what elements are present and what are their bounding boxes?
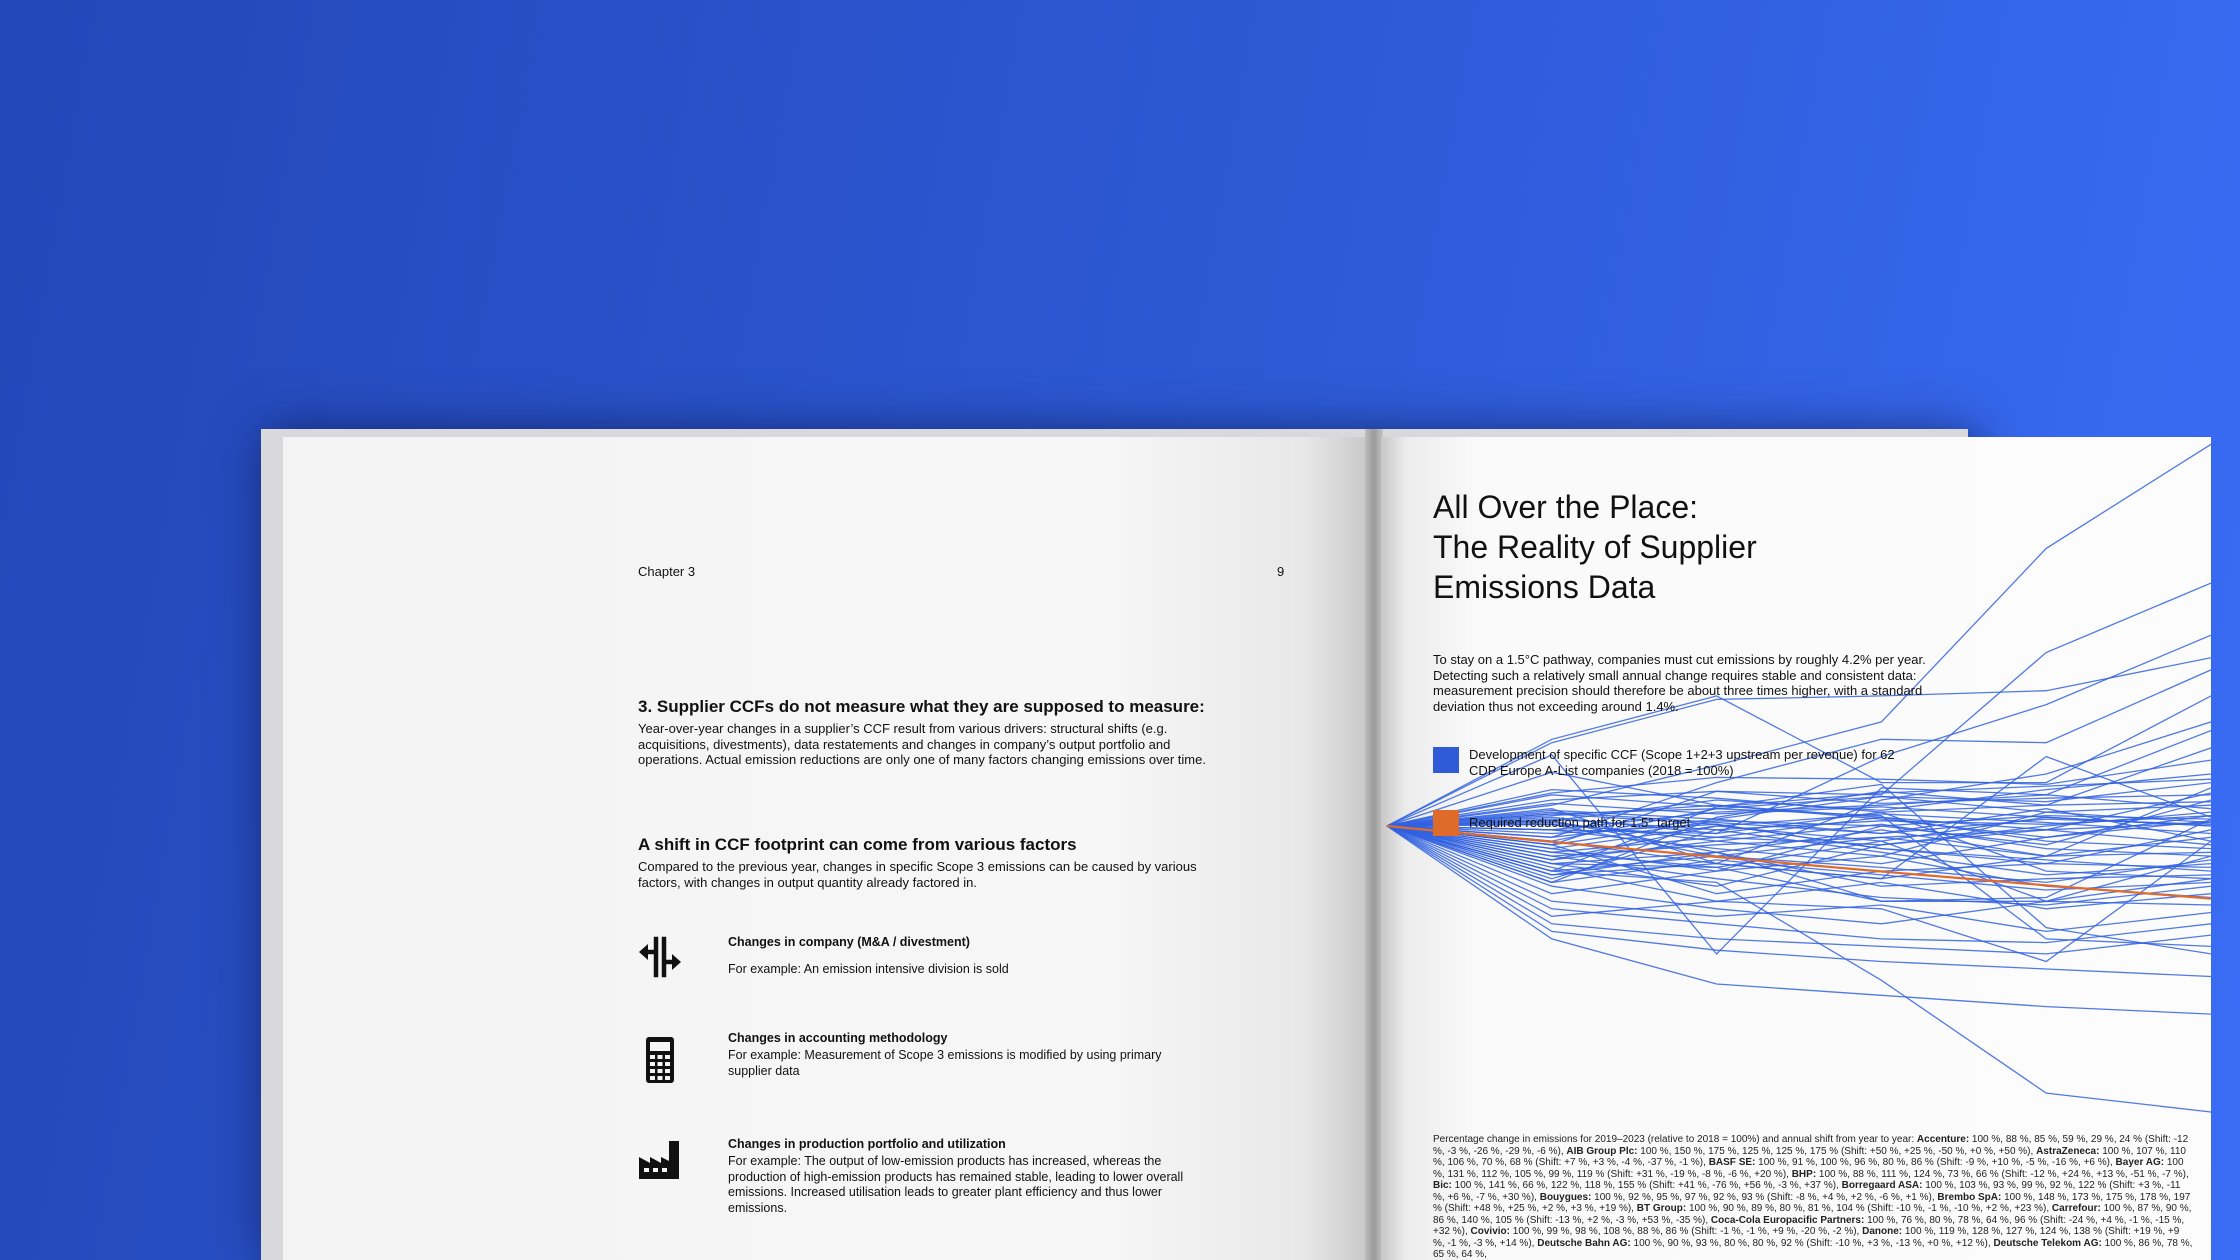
footnote-company-name: Borregaard ASA:: [1841, 1180, 1923, 1191]
series-line-35: [1387, 826, 2211, 931]
footnote-company-name: Bayer AG:: [2115, 1157, 2165, 1168]
factor-description: For example: Measurement of Scope 3 emissions is modified by using primary supplier data: [728, 1048, 1162, 1078]
footnote-company-values: 100 %, 76 %, 80 %, 78 %, 64 %, 96 % (Shift: -24 %, +4 %, -1 %, -15 %, +32 %),: [1433, 1214, 2185, 1237]
footnote-company-values: 100 %, 119 %, 128 %, 127 %, 124 %, 138 % (Shift: +19 %, +9 %, -1 %, -3 %, +14 %),: [1433, 1226, 2180, 1249]
footnote-company-name: BASF SE:: [1708, 1157, 1756, 1168]
legend-swatch: [1433, 810, 1459, 836]
footnote-company-name: Deutsche Telekom AG:: [1993, 1237, 2102, 1249]
footnote-company-name: Bic:: [1433, 1180, 1452, 1191]
series-line-59: [1387, 826, 2211, 890]
footnote-company-values: 100 %, 150 %, 175 %, 125 %, 125 %, 175 % (Shift: +50 %, +25 %, -50 %, +0 %, +50 %),: [1637, 1145, 2037, 1157]
footnote-company-values: 100 %, 88 %, 111 %, 124 %, 73 %, 66 % (Shift: -12 %, +24 %, +13 %, -51 %, -7 %),: [1816, 1168, 2189, 1180]
footnote-company-name: Danone:: [1862, 1226, 1903, 1237]
page-title: [1433, 487, 1853, 607]
chapter-label: Chapter 3: [638, 564, 696, 579]
calculator-icon: [638, 1036, 682, 1080]
footnote-company-name: Carrefour:: [2051, 1203, 2101, 1214]
factor-description: For example: The output of low-emission products has increased, whereas the production of high-emission products has remained stable, leading to lower overall emissions. Increased utilisation leads to greater plant efficiency and thus lower emissions.: [728, 1154, 1184, 1215]
footnote-company-name: Coca-Cola Europacific Partners:: [1710, 1214, 1865, 1226]
right-page: [1381, 437, 2211, 1260]
footnote-company-name: Accenture:: [1916, 1134, 1970, 1145]
footnote-company-name: AIB Group Plc:: [1566, 1145, 1638, 1157]
split-arrows-icon: [638, 935, 682, 979]
section-body: Compared to the previous year, changes in specific Scope 3 emissions can be caused by various factors, with changes in output quantity already factored in.: [638, 859, 1197, 890]
footnote-company-name: Brembo SpA:: [1937, 1191, 2002, 1203]
footnote-company-name: BHP:: [1791, 1168, 1817, 1180]
section-shift-factors: [638, 835, 1218, 890]
factor-title: Changes in production portfolio and utilization: [728, 1137, 1006, 1151]
footnote-company-name: BT Group:: [1636, 1203, 1687, 1214]
footnote-intro: Percentage change in emissions for 2019–2023 (relative to 2018 = 100%) and annual shift from year to year:: [1433, 1134, 1917, 1145]
chart-footnote: [1433, 1134, 2193, 1260]
factor-description: For example: An emission intensive division is sold: [728, 962, 1009, 976]
left-page: [283, 437, 1368, 1260]
footnote-company-values: 100 %, 103 %, 93 %, 99 %, 92 %, 122 % (Shift: +3 %, -11 %, +6 %, -7 %, +30 %),: [1433, 1180, 2181, 1203]
footnote-company-values: 100 %, 99 %, 98 %, 108 %, 88 %, 86 % (Shift: -1 %, -1 %, +9 %, -20 %, -2 %),: [1509, 1226, 1863, 1237]
footnote-company-values: 100 %, 87 %, 90 %, 86 %, 140 %, 105 % (Shift: -13 %, +2 %, -3 %, +53 %, -35 %),: [1433, 1203, 2192, 1226]
section-body: Year-over-year changes in a supplier’s CCF result from various drivers: structural shifts (e.g. acquisitions, divestments), data restatements and changes in company’s output portfolio and operations. Actual emission reductions are only one of many factors changing emissions over time.: [638, 721, 1206, 767]
footnote-company-name: Covivio:: [1470, 1226, 1510, 1237]
legend-label: Development of specific CCF (Scope 1+2+3 upstream per revenue) for 62 CDP Europe A-List companies (2018 = 100%): [1469, 747, 1895, 778]
factor-title: Changes in accounting methodology: [728, 1031, 948, 1045]
title-line: Emissions Data: [1433, 569, 1656, 605]
footnote-company-name: Deutsche Bahn AG:: [1537, 1237, 1631, 1249]
footnote-company-values: 100 %, 90 %, 89 %, 80 %, 81 %, 104 % (Shift: -10 %, -1 %, -10 %, +2 %, +23 %),: [1686, 1203, 2052, 1214]
footnote-company-name: AstraZeneca:: [2036, 1145, 2100, 1157]
footnote-company-name: Bouygues:: [1539, 1191, 1592, 1203]
footnote-company-values: 100 %, 88 %, 85 %, 59 %, 29 %, 24 % (Shift: -12 %, -3 %, -26 %, -29 %, -6 %),: [1433, 1134, 2189, 1157]
section-supplier-ccfs: [638, 697, 1218, 768]
section-title: A shift in CCF footprint can come from various factors: [638, 835, 1077, 854]
footnote-company-values: 100 %, 107 %, 110 %, 106 %, 70 %, 68 % (Shift: +7 %, +3 %, -4 %, -37 %, -1 %),: [1433, 1145, 2186, 1168]
footnote-company-values: 100 %, 86 %, 78 %, 65 %, 64 %,: [1433, 1237, 2193, 1260]
intro-paragraph: To stay on a 1.5°C pathway, companies must cut emissions by roughly 4.2% per year. Detecting such a relatively small annual change requires stable and consistent data: measurement precision should therefore be about three times higher, with a standard deviation thus not exceeding around 1.4%.: [1433, 652, 1926, 714]
footnote-company-values: 100 %, 141 %, 66 %, 122 %, 118 %, 155 % (Shift: +41 %, -76 %, +56 %, -3 %, +37 %),: [1451, 1180, 1842, 1191]
title-line: The Reality of Supplier: [1433, 529, 1757, 565]
legend-label: Required reduction path for 1.5° target: [1469, 815, 1691, 830]
factory-icon: [638, 1137, 682, 1181]
footnote-company-values: 100 %, 131 %, 112 %, 105 %, 99 %, 119 % (Shift: +31 %, -19 %, -8 %, -6 %, +20 %),: [1433, 1157, 2184, 1180]
footnote-company-values: 100 %, 148 %, 173 %, 175 %, 178 %, 197 % (Shift: +48 %, +25 %, +2 %, +3 %, +19 %),: [1433, 1191, 2191, 1214]
footnote-company-values: 100 %, 92 %, 95 %, 97 %, 92 %, 93 % (Shift: -8 %, +4 %, +2 %, -6 %, +1 %),: [1591, 1191, 1938, 1203]
section-title: 3. Supplier CCFs do not measure what they are supposed to measure:: [638, 697, 1205, 716]
page-number: 9: [1277, 564, 1285, 579]
footnote-company-values: 100 %, 90 %, 93 %, 80 %, 80 %, 92 % (Shift: -10 %, +3 %, -13 %, +0 %, +12 %),: [1630, 1237, 1994, 1249]
footnote-company-values: 100 %, 91 %, 100 %, 96 %, 80 %, 86 % (Shift: -9 %, +10 %, -5 %, -16 %, +6 %),: [1755, 1157, 2116, 1168]
factor-title: Changes in company (M&A / divestment): [728, 935, 970, 949]
legend-swatch: [1433, 747, 1459, 773]
title-line: All Over the Place:: [1433, 489, 1698, 525]
open-book: [261, 429, 2193, 1260]
